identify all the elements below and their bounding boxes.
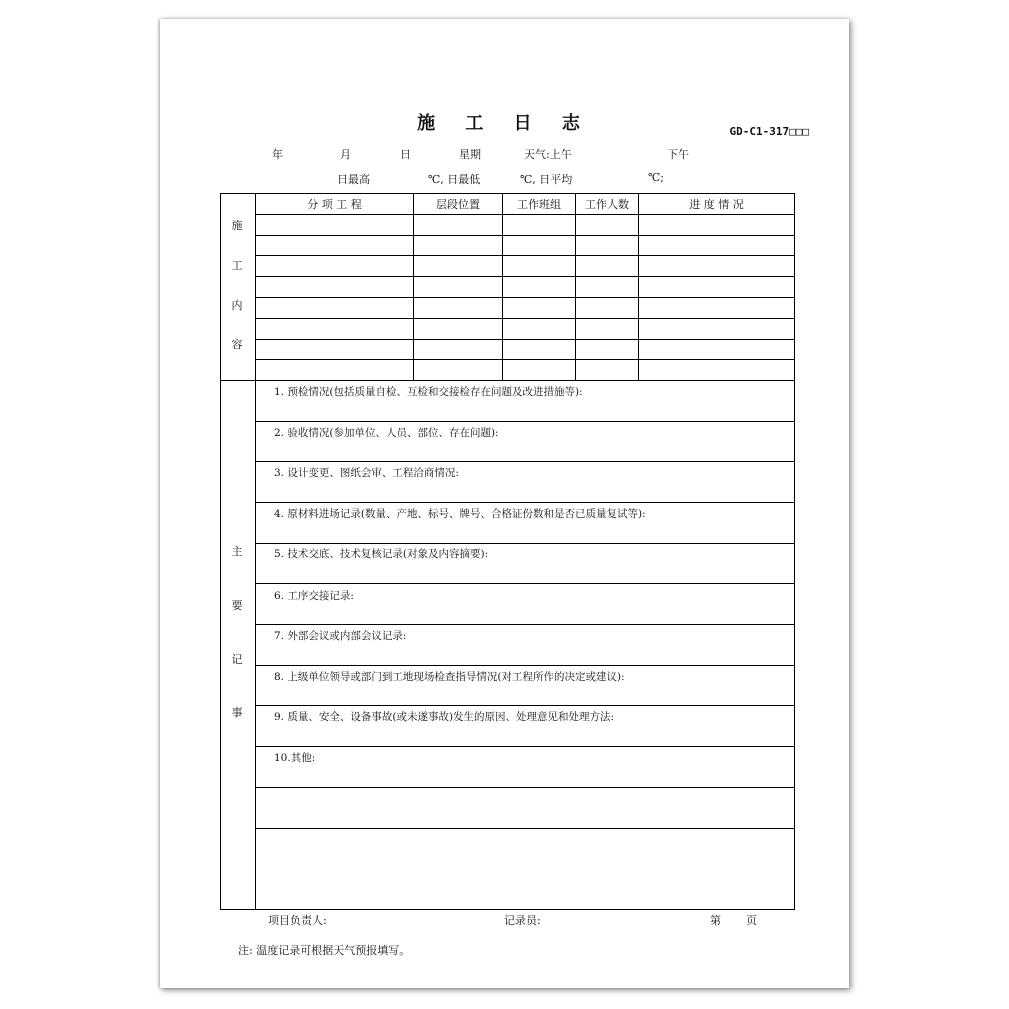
label-year: 年 [272, 148, 283, 161]
form-note: 注: 温度记录可根据天气预报填写。 [238, 944, 411, 957]
col-header-location: 层段位置 [436, 198, 480, 211]
col-header-subproject: 分 项 工 程 [307, 198, 362, 211]
section-label-char: 容 [231, 338, 243, 351]
section-label-char: 施 [231, 219, 243, 232]
col-header-headcount: 工作人数 [585, 198, 629, 211]
label-temp-avg: ℃, 日平均 [520, 173, 573, 186]
record-item: 4. 原材料进场记录(数量、产地、标号、牌号、合格证份数和是否已质量复试等): [274, 508, 646, 520]
record-item: 2. 验收情况(参加单位、人员、部位、存在问题): [274, 427, 499, 439]
footer-page-suffix: 页 [746, 914, 757, 927]
col-header-team: 工作班组 [517, 198, 561, 211]
form-code: GD-C1-317□□□ [729, 125, 809, 138]
footer-manager: 项目负责人: [268, 914, 327, 927]
section-label-char: 工 [231, 259, 243, 272]
section-label-char: 内 [231, 299, 243, 312]
label-temp-low: ℃, 日最低 [428, 173, 481, 186]
label-temp-end: ℃; [648, 171, 665, 184]
record-item: 3. 设计变更、图纸会审、工程洽商情况: [274, 467, 459, 479]
record-item: 7. 外部会议或内部会议记录: [274, 630, 407, 642]
section-label-char: 要 [231, 599, 243, 612]
record-item: 9. 质量、安全、设备事故(或未遂事故)发生的原因、处理意见和处理方法: [274, 711, 615, 723]
label-month: 月 [340, 148, 351, 161]
section-label-char: 主 [231, 545, 243, 558]
footer-page-prefix: 第 [710, 914, 721, 927]
label-weather-am: 天气:上午 [524, 148, 572, 161]
record-item: 6. 工序交接记录: [274, 590, 354, 602]
record-item: 1. 预检情况(包括质量自检、互检和交接检存在问题及改进措施等): [274, 386, 583, 398]
form-title: 施 工 日 志 [417, 113, 592, 134]
label-weekday: 星期 [459, 148, 481, 161]
record-item: 10.其他: [274, 752, 316, 764]
label-temp-high: 日最高 [337, 173, 370, 186]
col-header-progress: 进 度 情 况 [689, 198, 744, 211]
record-item: 5. 技术交底、技术复核记录(对象及内容摘要): [274, 548, 489, 560]
section-label-char: 记 [231, 653, 243, 666]
label-day: 日 [400, 148, 411, 161]
section-label-char: 事 [231, 706, 243, 719]
record-item: 8. 上级单位领导或部门到工地现场检查指导情况(对工程所作的决定或建议): [274, 671, 625, 683]
label-weather-pm: 下午 [667, 148, 689, 161]
footer-recorder: 记录员: [504, 914, 541, 927]
form-page [160, 19, 849, 988]
